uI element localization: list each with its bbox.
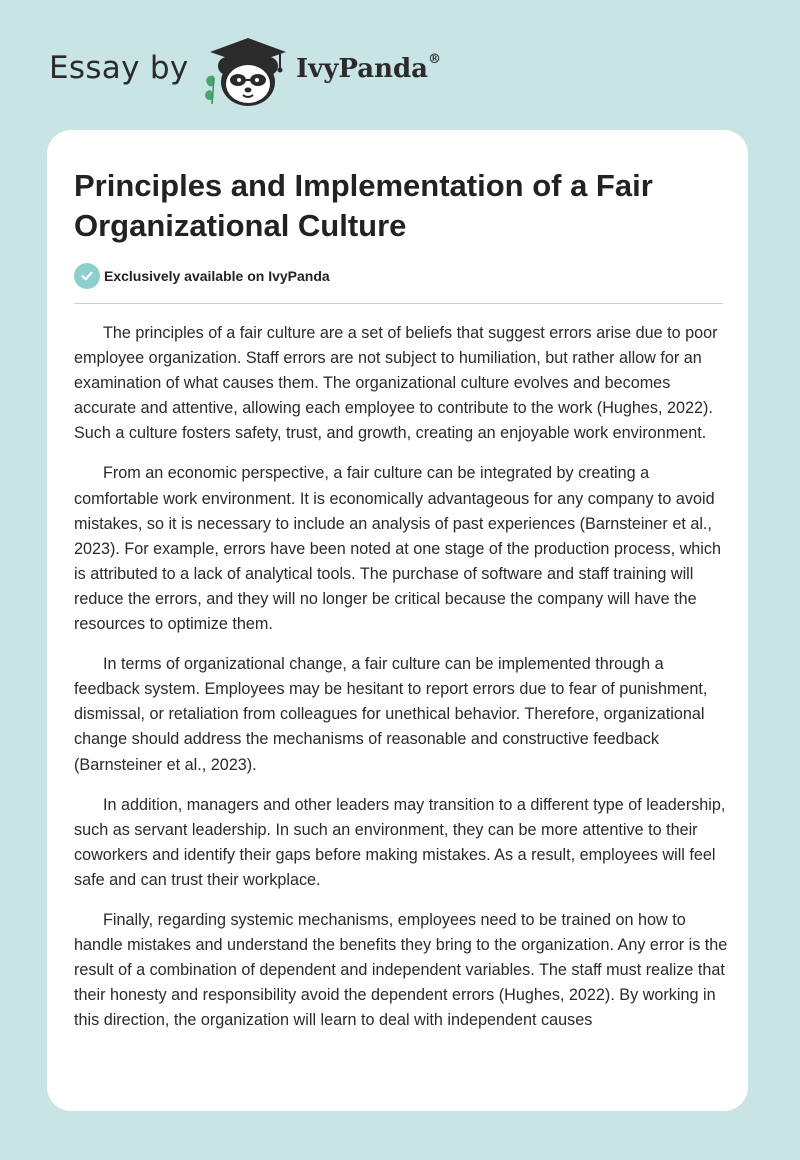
essay-card [47, 130, 748, 1111]
registered-mark: ® [428, 52, 442, 67]
paragraph: The principles of a fair culture are a set of beliefs that suggest errors arise due to poor employee organization. Staff errors are not subject to humiliation, but rather allow for an examination of what causes them. The organizational culture evolves and becomes accurate and attentive, allowing each employee to contribute to the work (Hughes, 2022). Such a culture fosters safety, trust, and growth, creating an enjoyable work environment. [74, 324, 718, 443]
brand-name[interactable] [296, 54, 441, 84]
paragraph: Finally, regarding systemic mechanisms, employees need to be trained on how to handle mistakes and understand the benefits they bring to the organization. Any error is the result of a combination of dependent and independent variables. The staff must realize that their honesty and responsibility avoid the dependent errors (Hughes, 2022). By working in this direction, the organization will learn to deal with independent causes [74, 910, 728, 1030]
divider [74, 303, 723, 304]
exclusive-badge [74, 263, 330, 289]
paragraph: In terms of organizational change, a fair culture can be implemented through a feedback system. Employees may be hesitant to report errors due to fear of punishment, dismissal, or retaliation from colleagues for unethical behavior. Therefore, organizational change should address the mechanisms of reasonable and constructive feedback (Barnsteiner et al., 2023). [74, 655, 708, 774]
essay-title: Principles and Implementation of a Fair Organizational Culture [74, 168, 653, 243]
site-header [0, 0, 800, 130]
exclusive-badge-label: Exclusively available on IvyPanda [104, 268, 330, 284]
essay-by-label: Essay by [49, 50, 189, 86]
essay-body [74, 321, 729, 1048]
check-circle-icon [74, 263, 100, 289]
panda-logo-icon[interactable] [200, 34, 296, 110]
paragraph: From an economic perspective, a fair culture can be integrated by creating a comfortable work environment. It is economically advantageous for any company to avoid mistakes, so it is necessary to include an analysis of past experiences (Barnsteiner et al., 2023). For example, errors have been noted at one stage of the production process, which is attributed to a lack of analytical tools. The purchase of software and staff training will reduce the errors, and they will no longer be critical because the company will have the resources to optimize them. [74, 464, 721, 634]
brand-name-text: IvyPanda [296, 54, 429, 84]
paragraph: In addition, managers and other leaders may transition to a different type of leadership, such as servant leadership. In such an environment, they can be more attentive to their coworkers and identify their gaps before making mistakes. As a result, employees will feel safe and can trust their workplace. [74, 795, 726, 889]
